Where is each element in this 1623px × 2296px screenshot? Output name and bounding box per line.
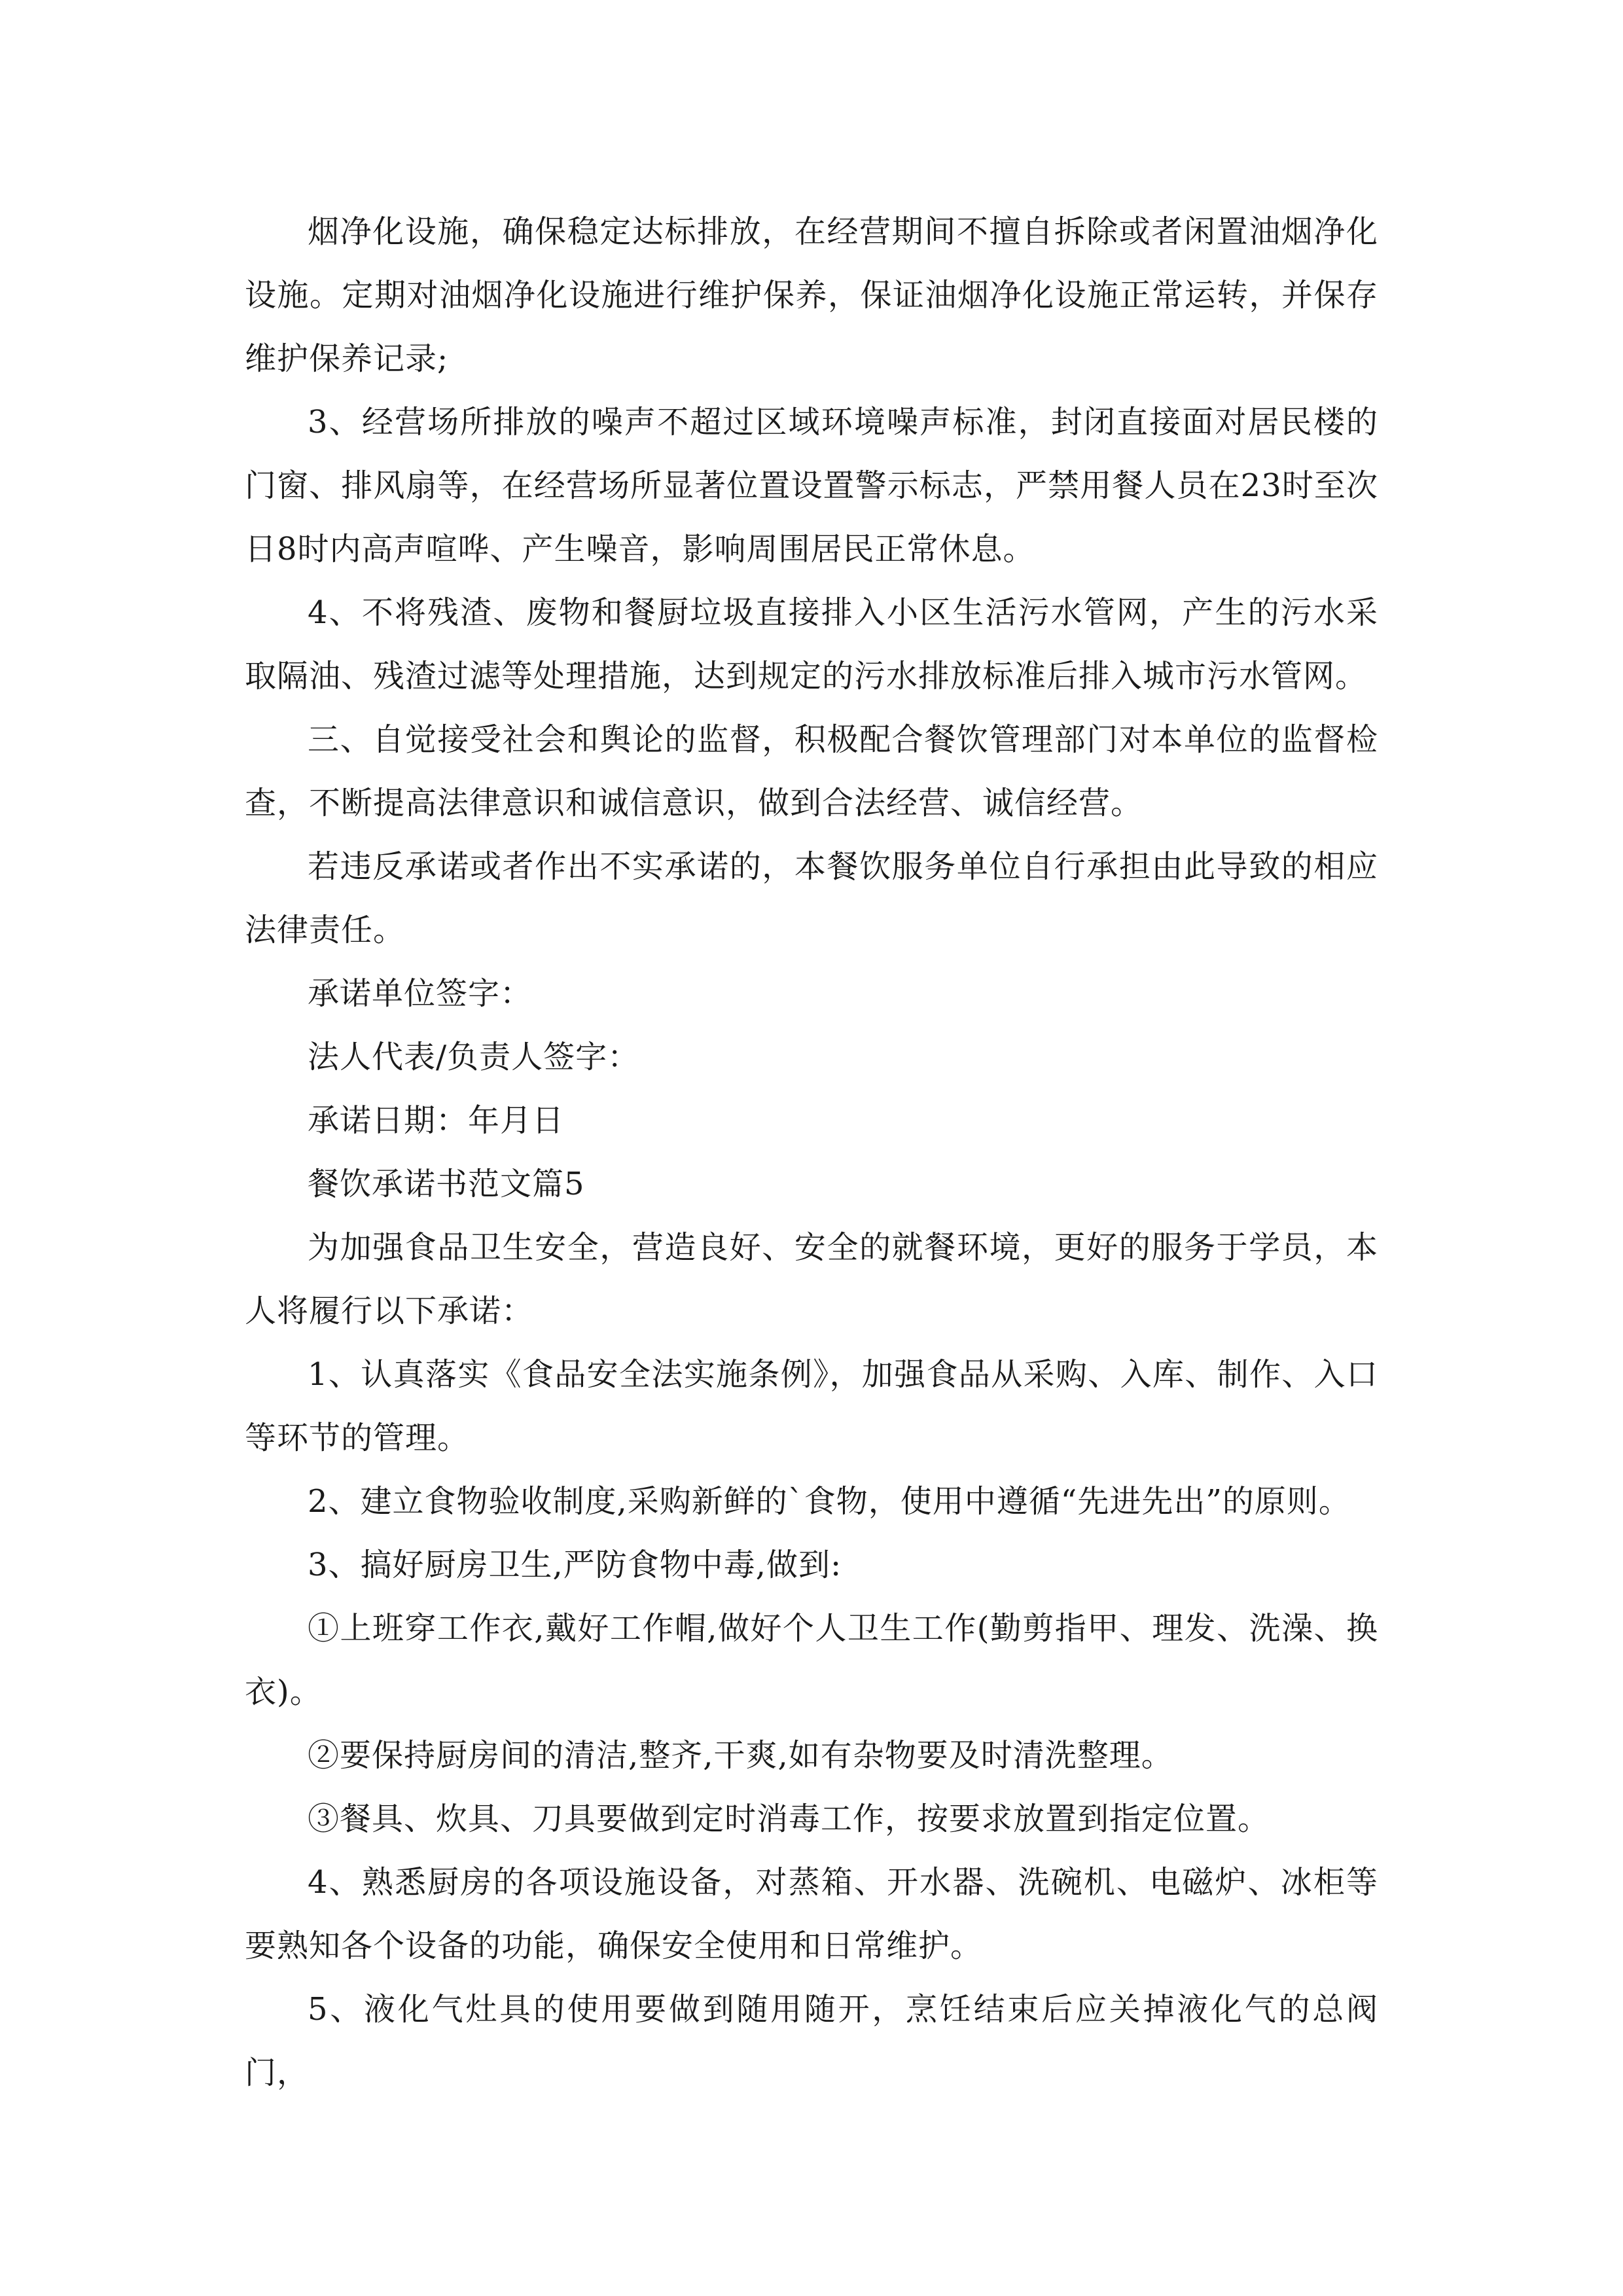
signature-representative-line: 法人代表/负责人签字： <box>308 1039 640 1075</box>
paragraph-item-4: 4、熟悉厨房的各项设施设备，对蒸箱、开水器、洗碗机、电磁炉、冰柜等要熟知各个设备的功能，确保安全使用和日常维护。 <box>245 1864 1378 1964</box>
paragraph-waste-discharge: 4、不将残渣、废物和餐厨垃圾直接排入小区生活污水管网，产生的污水采取隔油、残渣过滤等处理措施，达到规定的污水排放标准后排入城市污水管网。 <box>245 594 1378 694</box>
signature-unit-line: 承诺单位签字： <box>308 975 533 1012</box>
paragraph-subitem-1: ①上班穿工作衣,戴好工作帽,做好个人卫生工作(勤剪指甲、理发、洗澡、换衣)。 <box>245 1610 1378 1710</box>
paragraph-fume-purification: 烟净化设施，确保稳定达标排放，在经营期间不擅自拆除或者闲置油烟净化设施。定期对油烟净化设施进行维护保养，保证油烟净化设施正常运转，并保存维护保养记录; <box>245 213 1378 377</box>
paragraph-intro: 为加强食品卫生安全，营造良好、安全的就餐环境，更好的服务于学员，本人将履行以下承诺： <box>245 1229 1378 1329</box>
section-heading: 餐饮承诺书范文篇5 <box>308 1166 585 1202</box>
paragraph-item-1: 1、认真落实《食品安全法实施条例》，加强食品从采购、入库、制作、入口等环节的管理。 <box>245 1356 1378 1456</box>
paragraph-liability: 若违反承诺或者作出不实承诺的，本餐饮服务单位自行承担由此导致的相应法律责任。 <box>245 848 1378 948</box>
paragraph-noise-control: 3、经营场所排放的噪声不超过区域环境噪声标准，封闭直接面对居民楼的门窗、排风扇等，在经营场所显著位置设置警示标志，严禁用餐人员在23时至次日8时内高声喧哗、产生噪音，影响周围居民正常休息。 <box>245 404 1378 567</box>
document-body <box>245 200 1378 2105</box>
paragraph-item-5: 5、液化气灶具的使用要做到随用随开，烹饪结束后应关掉液化气的总阀门， <box>245 1991 1378 2091</box>
paragraph-subitem-2: ②要保持厨房间的清洁,整齐,干爽,如有杂物要及时清洗整理。 <box>308 1737 1173 1774</box>
paragraph-subitem-3: ③餐具、炊具、刀具要做到定时消毒工作，按要求放置到指定位置。 <box>308 1801 1270 1837</box>
paragraph-item-3: 3、搞好厨房卫生,严防食物中毒,做到: <box>308 1547 842 1583</box>
paragraph-supervision: 三、自觉接受社会和舆论的监督，积极配合餐饮管理部门对本单位的监督检查，不断提高法律意识和诚信意识，做到合法经营、诚信经营。 <box>245 721 1378 821</box>
commitment-date-line: 承诺日期：年月日 <box>308 1102 565 1139</box>
paragraph-item-2: 2、建立食物验收制度,采购新鲜的`食物，使用中遵循“先进先出”的原则。 <box>308 1483 1351 1520</box>
